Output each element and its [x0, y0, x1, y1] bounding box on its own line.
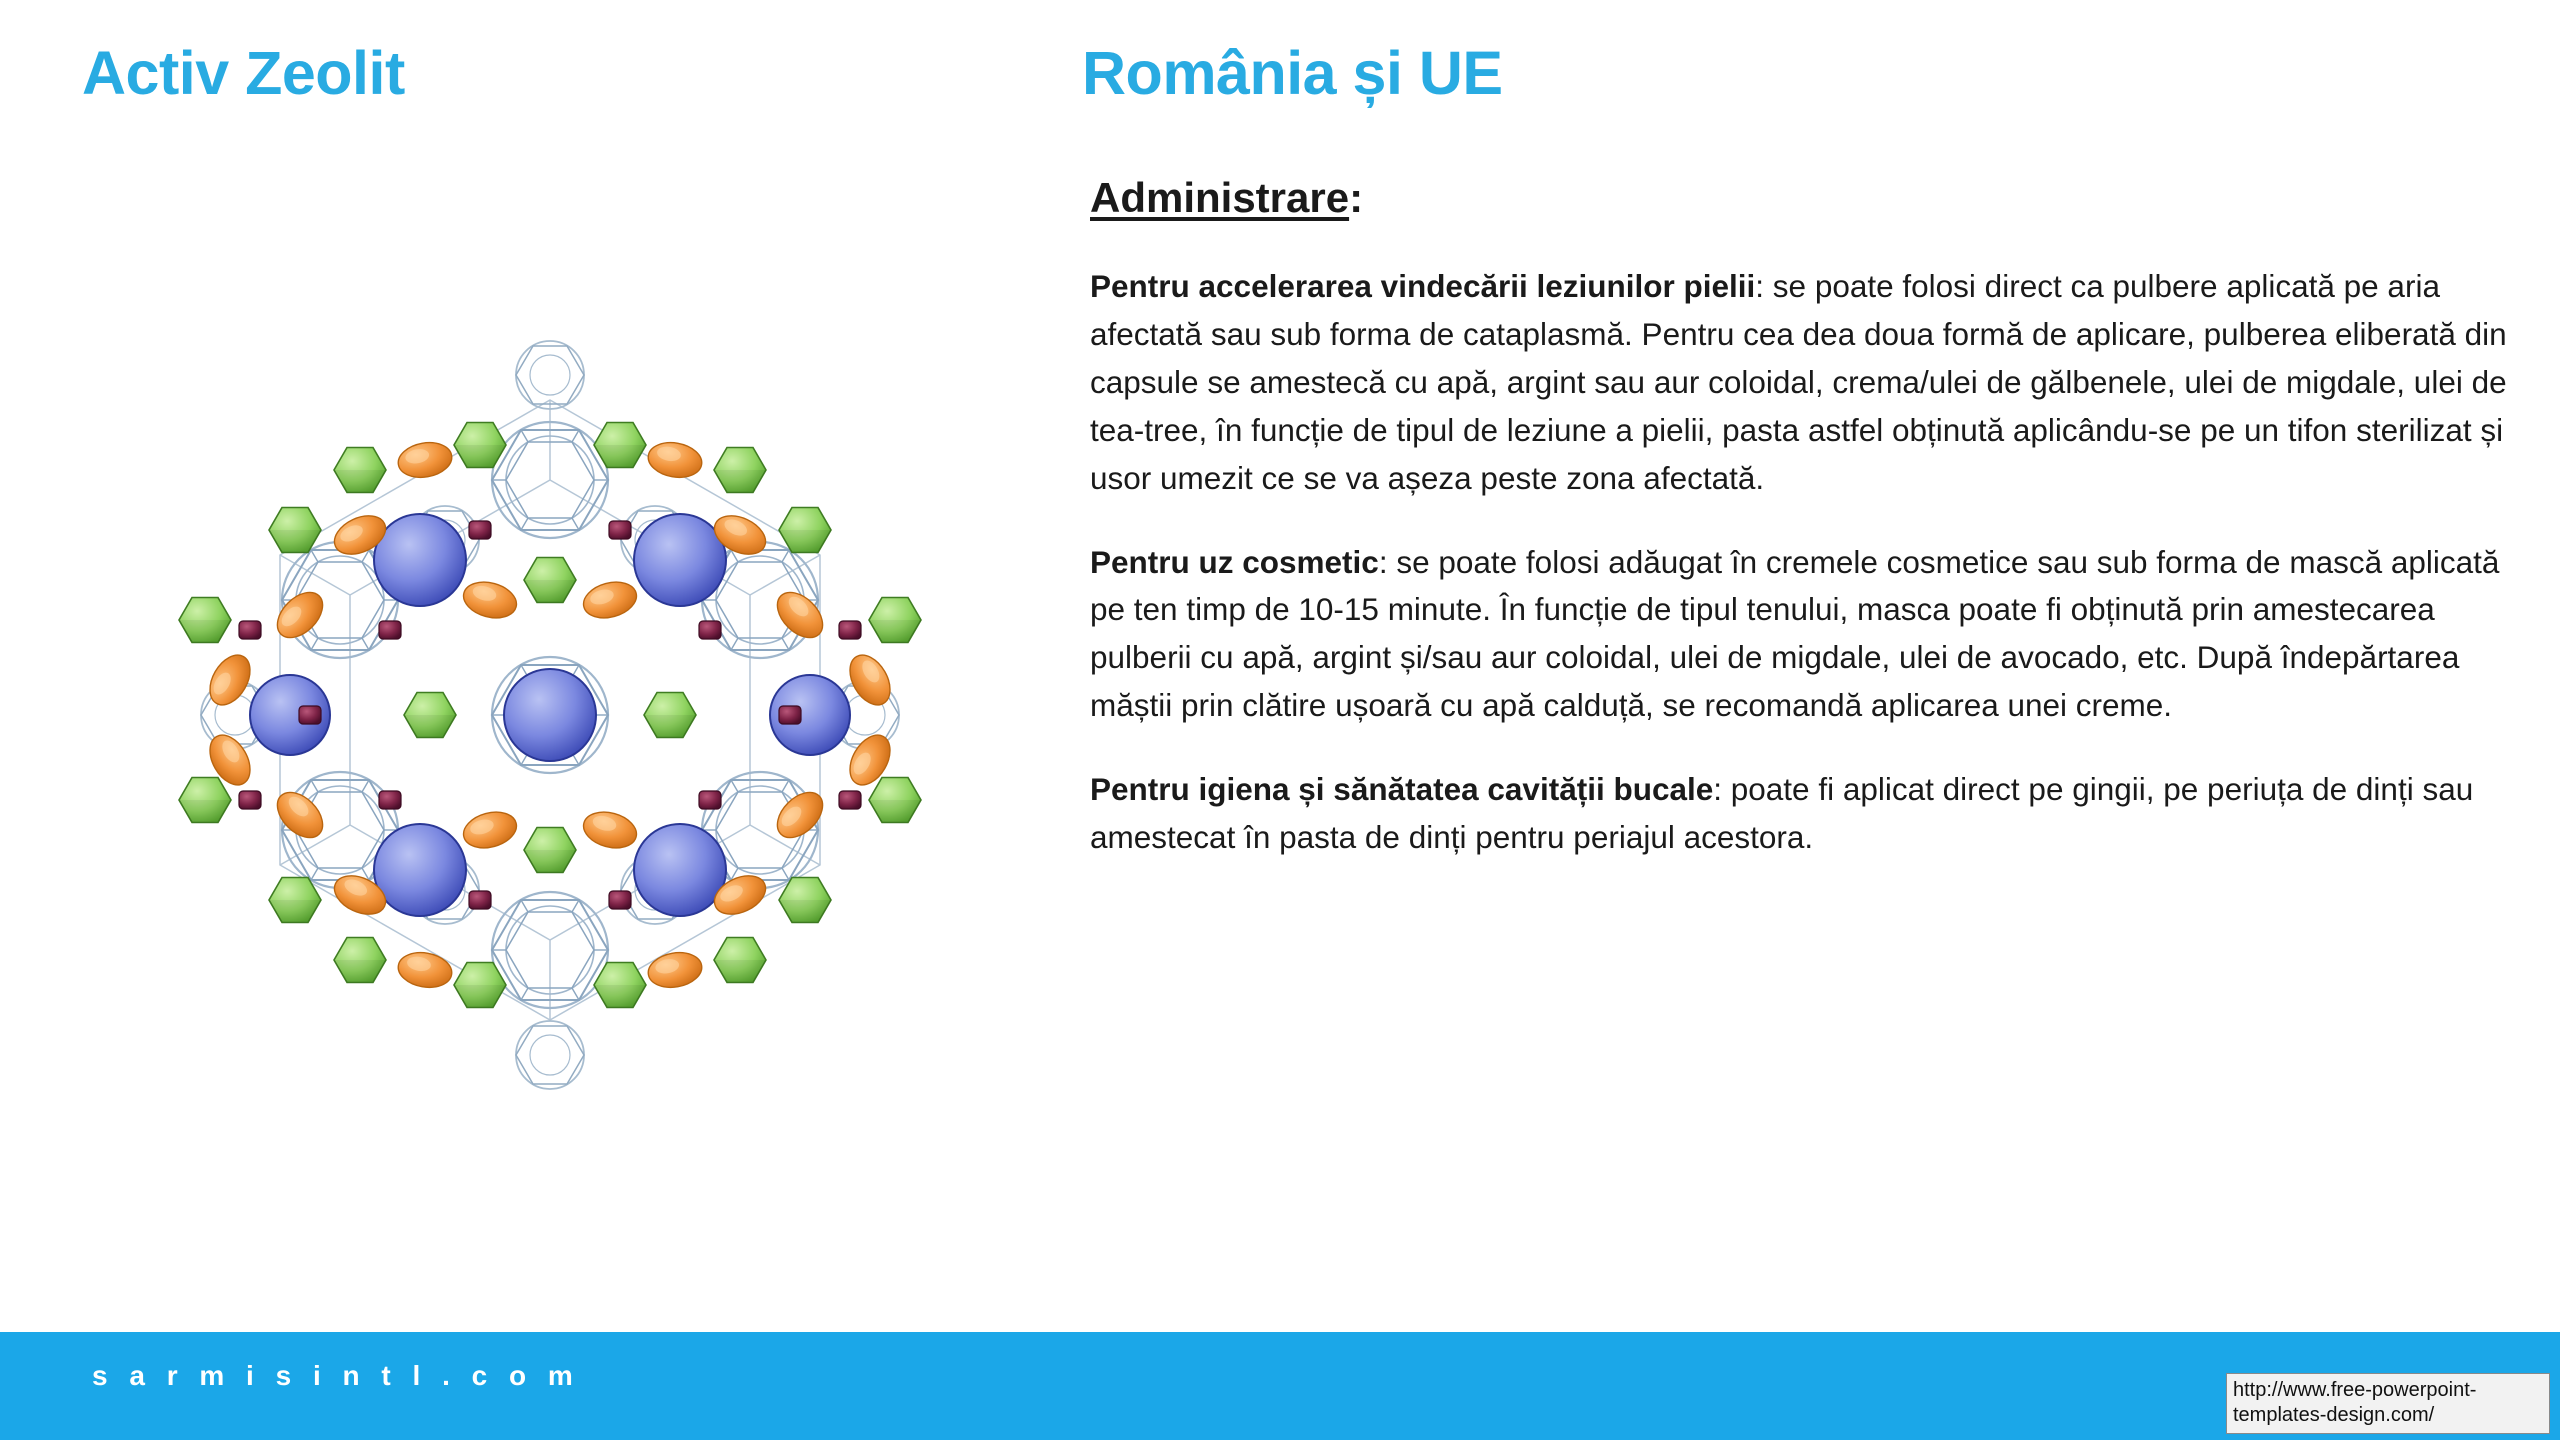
paragraph-oral-hygiene: [1090, 766, 2510, 862]
page-title-right: România și UE: [1082, 39, 1503, 107]
template-credit-line2: templates-design.com/: [2233, 1404, 2435, 1427]
paragraph-cosmetic-use-lead: Pentru uz cosmetic: [1090, 543, 1379, 580]
section-heading-text: Administrare: [1090, 174, 1350, 221]
template-credit-box[interactable]: [2226, 1373, 2550, 1434]
template-credit-line1: http://www.free-powerpoint-: [2233, 1378, 2477, 1401]
paragraph-cosmetic-use-rest: : se poate folosi adăugat în cremele cosmetice sau sub forma de mască aplicată pe ten timp de 10-15 minute. În funcție de tipul tenului, masca poate fi obținută prin amestecarea pulberii cu apă, argint și/sau aur coloidal, ulei de migdale, ulei de avocado, etc. După îndepărtarea măștii prin clătire ușoară cu apă calduță, se recomandă aplicarea unei creme.: [1090, 543, 2500, 724]
page-title-left: Activ Zeolit: [82, 39, 405, 107]
paragraph-cosmetic-use: [1090, 539, 2510, 731]
footer-site-url: s a r m i s i n t l . c o m: [92, 1360, 580, 1391]
section-heading: [1090, 175, 2510, 221]
paragraph-oral-hygiene-rest: : poate fi aplicat direct pe gingii, pe periuța de dinți sau amestecat în pasta de dinți pentru periajul acestora.: [1090, 771, 2474, 855]
paragraph-oral-hygiene-lead: Pentru igiena și sănătatea cavității bucale: [1090, 771, 1714, 808]
paragraph-skin-lesions-rest: : se poate folosi direct ca pulbere aplicată pe aria afectată sau sub forma de cataplasmă. Pentru cea dea doua formă de aplicare, pulberea eliberată din capsule se amestecă cu apă, argint sau aur coloidal, crema/ulei de gălbenele, ulei de migdale, ulei de tea-tree, în funcție de tipul de leziune a pielii, pasta astfel obținută aplicându-se pe un tifon sterilizat și usor umezit ce se va așeza peste zona afectată.: [1090, 268, 2507, 496]
paragraph-skin-lesions-lead: Pentru accelerarea vindecării leziunilor pielii: [1090, 268, 1756, 305]
slide-body: [1090, 175, 2510, 862]
zeolite-framework-illustration: [60, 330, 1040, 1250]
paragraph-skin-lesions: [1090, 263, 2510, 502]
footer-bar: [0, 1332, 2560, 1440]
section-heading-colon: :: [1349, 174, 1364, 221]
